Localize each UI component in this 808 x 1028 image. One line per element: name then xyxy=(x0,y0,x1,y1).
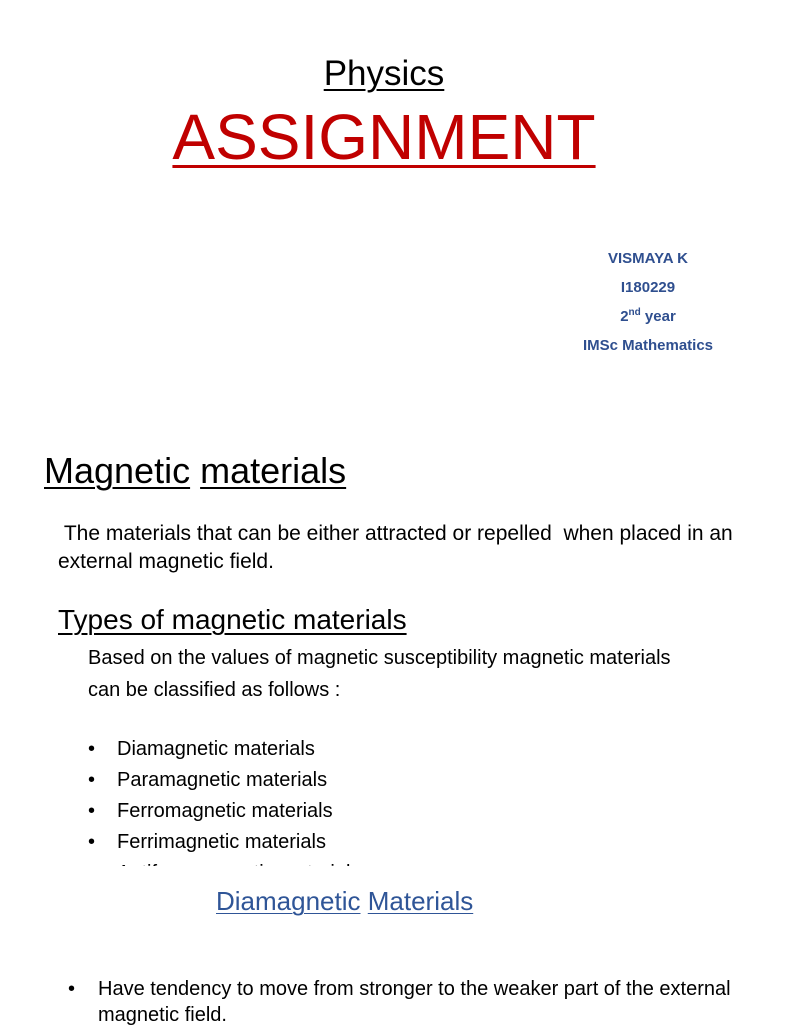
heading-word-diamagnetic: Diamagnetic xyxy=(216,886,361,916)
magnetic-materials-slide xyxy=(0,430,768,866)
title-slide xyxy=(0,0,768,430)
author-year-suffix: nd xyxy=(628,307,641,318)
slide-subtitle-physics: Physics xyxy=(323,54,445,93)
author-year xyxy=(528,302,768,331)
slide-title-assignment: ASSIGNMENT xyxy=(172,101,596,173)
classification-line-1: Based on the values of magnetic susceptibility magnetic materials xyxy=(88,647,671,669)
list-item: • Have tendency to move from stronger to the weaker part of the external magnetic field. xyxy=(68,976,748,1028)
list-item: • Paramagnetic materials xyxy=(88,765,360,796)
heading-word-magnetic: Magnetic xyxy=(44,450,191,491)
author-block xyxy=(528,244,768,360)
classification-line-2: can be classified as follows : xyxy=(88,679,341,701)
author-course: IMSc Mathematics xyxy=(582,337,714,354)
author-id: I180229 xyxy=(620,279,676,296)
heading-word-materials: materials xyxy=(200,450,347,491)
list-item: • Ferrimagnetic materials xyxy=(88,827,360,858)
classification-text xyxy=(88,642,808,706)
list-item: • Ferromagnetic materials xyxy=(88,796,360,827)
magnetic-materials-heading xyxy=(44,450,346,492)
list-item: • Diamagnetic materials xyxy=(88,734,360,765)
author-year-ordinal: 2 xyxy=(620,308,629,325)
types-heading: Types of magnetic materials xyxy=(58,604,407,635)
author-name: VISMAYA K xyxy=(607,250,689,267)
author-year-word: year xyxy=(644,308,676,325)
diamagnetic-slide xyxy=(0,866,768,1024)
heading-word-materials: Materials xyxy=(367,886,474,916)
definition-text: The materials that can be either attracted or repelled when placed in an external magnetic field. xyxy=(58,522,739,573)
diamagnetic-bullets xyxy=(68,976,748,1028)
diamagnetic-heading xyxy=(216,886,473,917)
